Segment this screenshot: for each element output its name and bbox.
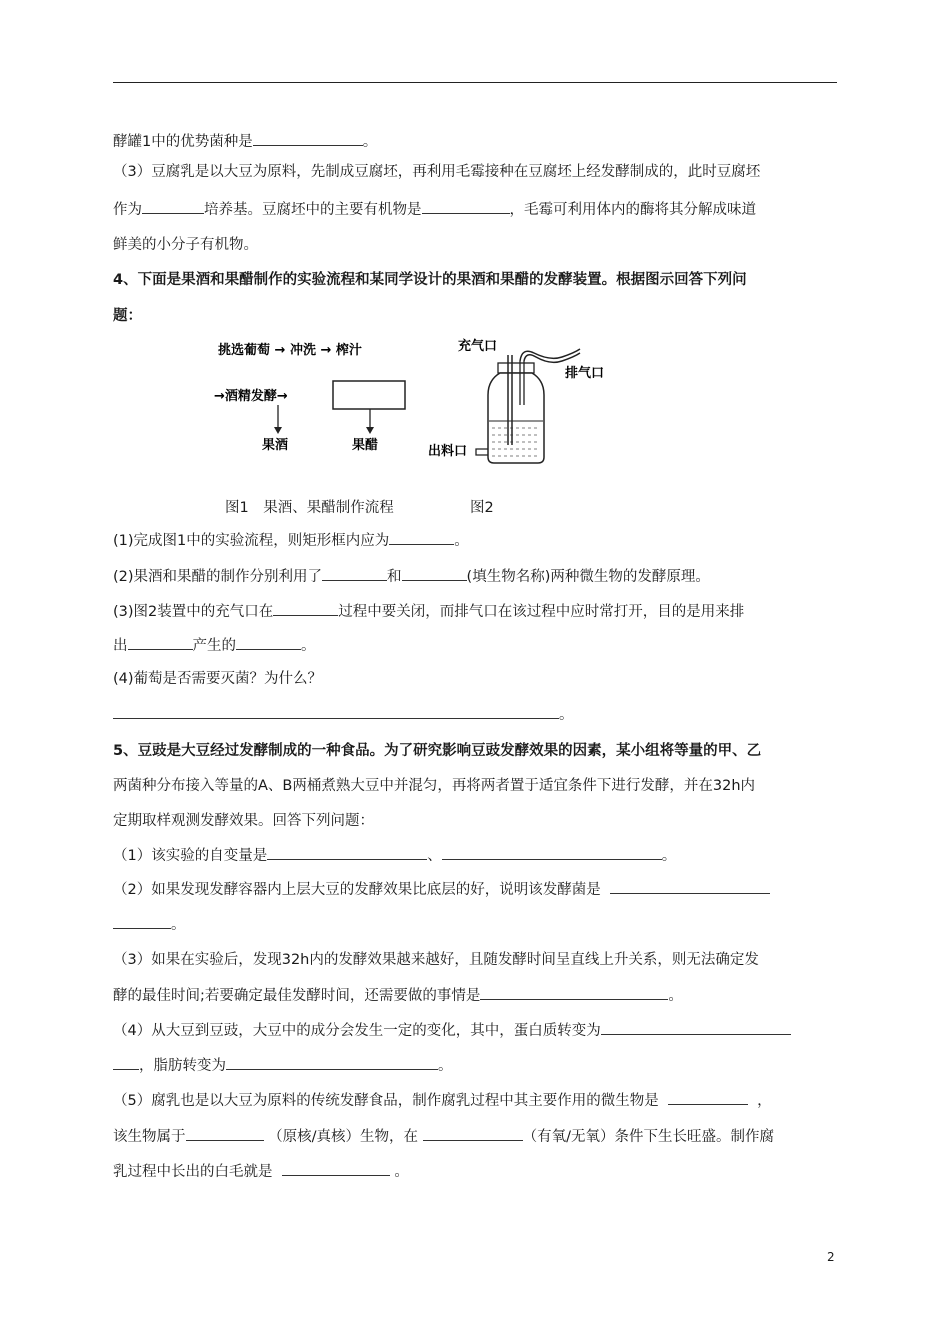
page-number: 2 — [827, 1250, 835, 1264]
flow-top-text: 挑选葡萄 → 冲洗 → 榨汁 — [218, 343, 362, 358]
answer-blank[interactable] — [273, 601, 338, 616]
text-line: （1）该实验的自变量是 、 。 — [113, 845, 676, 866]
discharge-label: 出料口 — [428, 444, 468, 459]
text-line: （4）从大豆到豆豉，大豆中的成分会发生一定的变化，其中，蛋白质转变为 — [113, 1020, 791, 1041]
figure-2-caption: 图2 — [470, 500, 494, 516]
answer-blank[interactable] — [113, 1055, 139, 1070]
answer-blank[interactable] — [402, 566, 467, 581]
text-line: 酵的最佳时间;若要确定最佳发酵时间，还需要做的事情是 。 — [113, 985, 683, 1006]
answer-blank[interactable] — [422, 199, 510, 214]
answer-blank[interactable] — [113, 914, 171, 929]
answer-box — [333, 381, 405, 409]
answer-blank[interactable] — [128, 635, 193, 650]
text-line: （2）如果发现发酵容器内上层大豆的发酵效果比底层的好，说明该发酵菌是 — [113, 879, 770, 900]
fermentation-figure — [200, 335, 630, 475]
text-line: 。 — [113, 704, 574, 725]
answer-blank[interactable] — [226, 1055, 438, 1070]
text-line: 作为 培养基。豆腐坯中的主要有机物是 ，毛霉可利用体内的酶将其分解成味道 — [113, 199, 756, 220]
outlet-label: 排气口 — [565, 366, 605, 381]
text-line: 定期取样观测发酵效果。回答下列问题： — [113, 813, 374, 829]
answer-blank[interactable] — [186, 1126, 264, 1141]
answer-blank[interactable] — [442, 845, 662, 860]
answer-blank[interactable] — [423, 1126, 523, 1141]
output-vinegar: 果醋 — [352, 438, 379, 453]
text-line: 该生物属于 （原核/真核）生物，在 （有氧/无氧）条件下生长旺盛。制作腐 — [113, 1126, 774, 1147]
answer-blank[interactable] — [253, 131, 363, 146]
question-5-title: 5、豆豉是大豆经过发酵制成的一种食品。为了研究影响豆豉发酵效果的因素，某小组将等量的甲、乙 — [113, 743, 762, 759]
figure-1-caption: 图1 果酒、果醋制作流程 — [225, 500, 394, 516]
text-line: （3）豆腐乳是以大豆为原料，先制成豆腐坯，再利用毛霉接种在豆腐坯上经发酵制成的，此时豆腐坯 — [113, 164, 761, 180]
output-wine: 果酒 — [262, 438, 289, 453]
answer-blank[interactable] — [389, 530, 454, 545]
answer-blank[interactable] — [236, 635, 301, 650]
inlet-label: 充气口 — [458, 339, 498, 354]
question-4-title: 题： — [113, 308, 142, 324]
text-line: ，脂肪转变为 。 — [113, 1055, 453, 1076]
text-line: 鲜美的小分子有机物。 — [113, 237, 258, 253]
answer-blank[interactable] — [142, 199, 204, 214]
answer-blank[interactable] — [282, 1161, 390, 1176]
answer-blank[interactable] — [610, 879, 770, 894]
flow-mid-text: →酒精发酵→ — [214, 389, 288, 404]
text-line: 乳过程中长出的白毛就是 。 — [113, 1161, 409, 1182]
header-rule — [113, 82, 837, 83]
answer-blank[interactable] — [601, 1020, 791, 1035]
answer-blank[interactable] — [113, 704, 559, 719]
text-line: 两菌种分布接入等量的A、B两桶煮熟大豆中并混匀，再将两者置于适宜条件下进行发酵，并在32h内 — [113, 778, 756, 794]
text-line: (3)图2装置中的充气口在 过程中要关闭，而排气口在该过程中应时常打开，目的是用来排 — [113, 601, 744, 622]
text-line: 。 — [113, 914, 186, 935]
text-line: （3）如果在实验后，发现32h内的发酵效果越来越好，且随发酵时间呈直线上升关系，则无法确定发 — [113, 952, 759, 968]
text-line: 出 产生的 。 — [113, 635, 316, 656]
text-line: (4)葡萄是否需要灭菌？为什么？ — [113, 671, 323, 687]
answer-blank[interactable] — [480, 985, 668, 1000]
text-line: (2)果酒和果醋的制作分别利用了 和 (填生物名称)两种微生物的发酵原理。 — [113, 566, 710, 587]
question-4-title: 4、下面是果酒和果醋制作的实验流程和某同学设计的果酒和果醋的发酵装置。根据图示回答下列问 — [113, 272, 747, 288]
answer-blank[interactable] — [668, 1090, 748, 1105]
answer-blank[interactable] — [322, 566, 387, 581]
answer-blank[interactable] — [267, 845, 427, 860]
text-line: （5）腐乳也是以大豆为原料的传统发酵食品，制作腐乳过程中其主要作用的微生物是 ， — [113, 1090, 772, 1111]
text-line: (1)完成图1中的实验流程，则矩形框内应为 。 — [113, 530, 469, 551]
text-line: 酵罐1中的优势菌种是 。 — [113, 131, 377, 152]
figure-svg — [200, 335, 630, 475]
